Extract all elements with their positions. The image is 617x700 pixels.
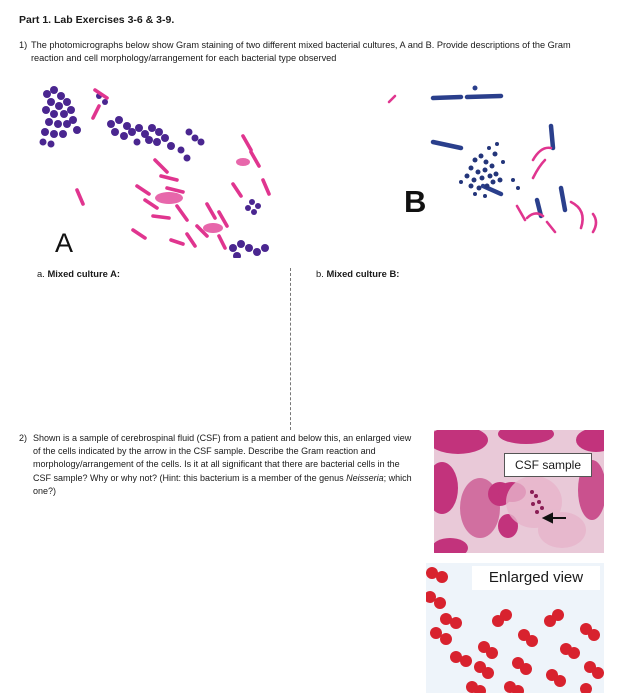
question-2 bbox=[19, 432, 419, 498]
answer-a-text: Mixed culture A: bbox=[47, 268, 121, 279]
image-b-letter: B bbox=[404, 184, 427, 219]
photomicrograph-b-drawing bbox=[375, 82, 610, 244]
answer-a-label bbox=[37, 268, 120, 279]
enlarged-view-label: Enlarged view bbox=[472, 566, 600, 590]
photomicrograph-a bbox=[37, 80, 280, 258]
question-2-number: 2) bbox=[19, 433, 28, 443]
csf-sample-label: CSF sample bbox=[504, 453, 592, 477]
answer-b-label bbox=[316, 268, 399, 279]
column-divider bbox=[290, 268, 291, 430]
answer-b-prefix: b. bbox=[316, 268, 324, 279]
question-1-text: The photomicrographs below show Gram staining of two different mixed bacterial cultures, A and B. Provide descriptions of the Gram reaction and cell morphology/arrangement for each bacterial type observed bbox=[31, 40, 571, 63]
question-2-genus: Neisseria bbox=[346, 472, 384, 483]
answer-b-text: Mixed culture B: bbox=[326, 268, 400, 279]
question-2-text-main: Shown is a sample of cerebrospinal fluid (CSF) from a patient and below this, an enlarged view of the cells indicated by the arrow in the CSF sample. Describe the Gram reaction and morphology/arrangement of the cells. Is it at all significant that there are bacterial cells in the CSF sample? Why or why not? (Hint: this bacterium is a member of the genus bbox=[33, 433, 412, 483]
question-1 bbox=[19, 39, 604, 65]
image-a-letter: A bbox=[55, 228, 74, 258]
answer-a-prefix: a. bbox=[37, 268, 45, 279]
question-1-number: 1) bbox=[19, 40, 28, 50]
question-2-text-end: ; which one?) bbox=[33, 472, 412, 496]
csf-sample-drawing bbox=[434, 430, 604, 553]
photomicrograph-b bbox=[375, 82, 610, 244]
page-title: Part 1. Lab Exercises 3-6 & 3-9. bbox=[19, 14, 175, 26]
photomicrograph-a-drawing bbox=[37, 80, 280, 258]
csf-sample-image bbox=[434, 430, 604, 553]
question-2-text bbox=[19, 432, 419, 498]
